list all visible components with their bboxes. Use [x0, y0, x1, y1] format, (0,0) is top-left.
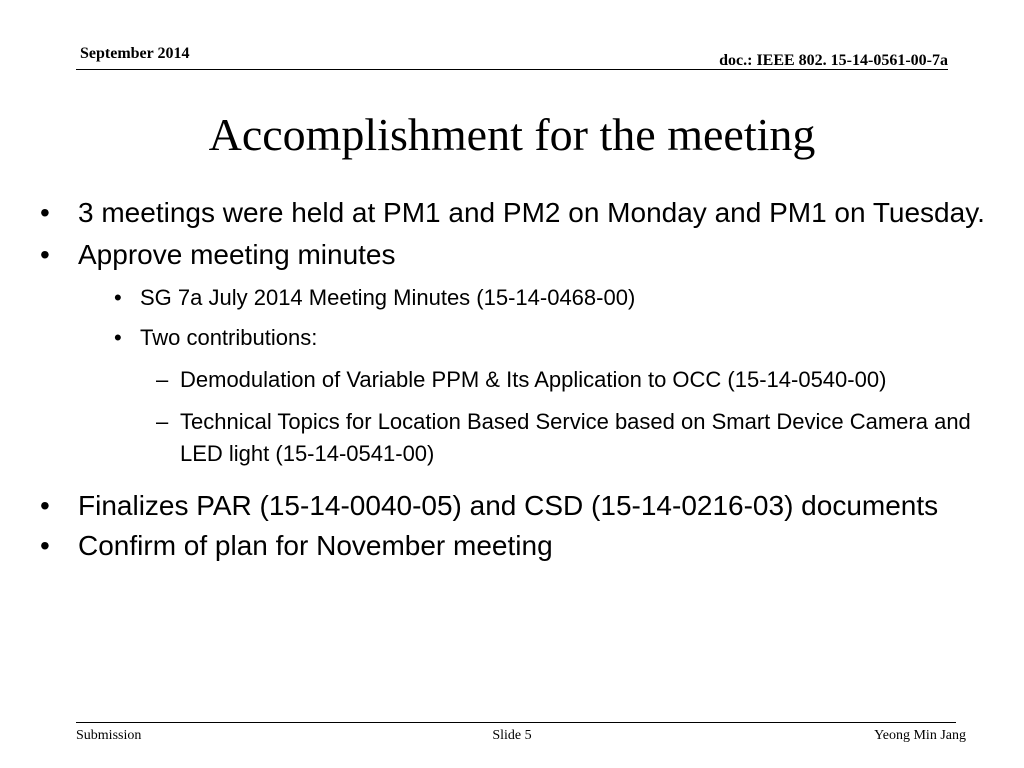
bullet-confirm-november-plan [40, 526, 990, 566]
bullet-marker: • [40, 239, 50, 270]
bullet-finalizes-par-csd [40, 486, 990, 526]
footer-divider [76, 722, 956, 723]
bullet-text: Confirm of plan for November meeting [78, 530, 553, 561]
bullet-approve-minutes [40, 240, 990, 270]
bullet-list [40, 198, 990, 566]
header-divider [76, 69, 948, 70]
bullet-marker: • [114, 285, 122, 310]
footer-author: Yeong Min Jang [874, 728, 966, 743]
bullet-text: 3 meetings were held at PM1 and PM2 on Monday and PM1 on Tuesday. [78, 197, 985, 228]
footer-submission: Submission [76, 728, 142, 743]
bullet-text: Demodulation of Variable PPM & Its Application to OCC (15-14-0540-00) [180, 367, 887, 392]
header-doc-id: doc.: IEEE 802. 15-14-0561-00-7a [719, 52, 948, 69]
contribution-location-based-service [40, 406, 990, 470]
footer-slide-number: Slide 5 [492, 728, 532, 743]
bullet-marker: • [40, 530, 50, 561]
bullet-marker: • [40, 197, 50, 228]
dash-marker: – [156, 367, 169, 392]
contribution-demodulation-vppm [40, 364, 990, 396]
dash-marker: – [156, 409, 169, 434]
bullet-text: Finalizes PAR (15-14-0040-05) and CSD (15-14-0216-03) documents [78, 490, 939, 521]
subbullet-july-minutes [40, 284, 990, 312]
header-date: September 2014 [80, 45, 190, 62]
slide-title: Accomplishment for the meeting [208, 109, 816, 160]
bullet-meetings-held [40, 198, 990, 228]
bullet-text: Two contributions: [140, 325, 318, 350]
subbullet-two-contributions [40, 324, 990, 352]
bullet-text: Approve meeting minutes [78, 239, 396, 270]
bullet-text: Technical Topics for Location Based Service based on Smart Device Camera and LED light (15-14-0541-00) [180, 409, 971, 466]
bullet-marker: • [40, 490, 50, 521]
bullet-text: SG 7a July 2014 Meeting Minutes (15-14-0468-00) [140, 285, 636, 310]
bullet-marker: • [114, 325, 122, 350]
